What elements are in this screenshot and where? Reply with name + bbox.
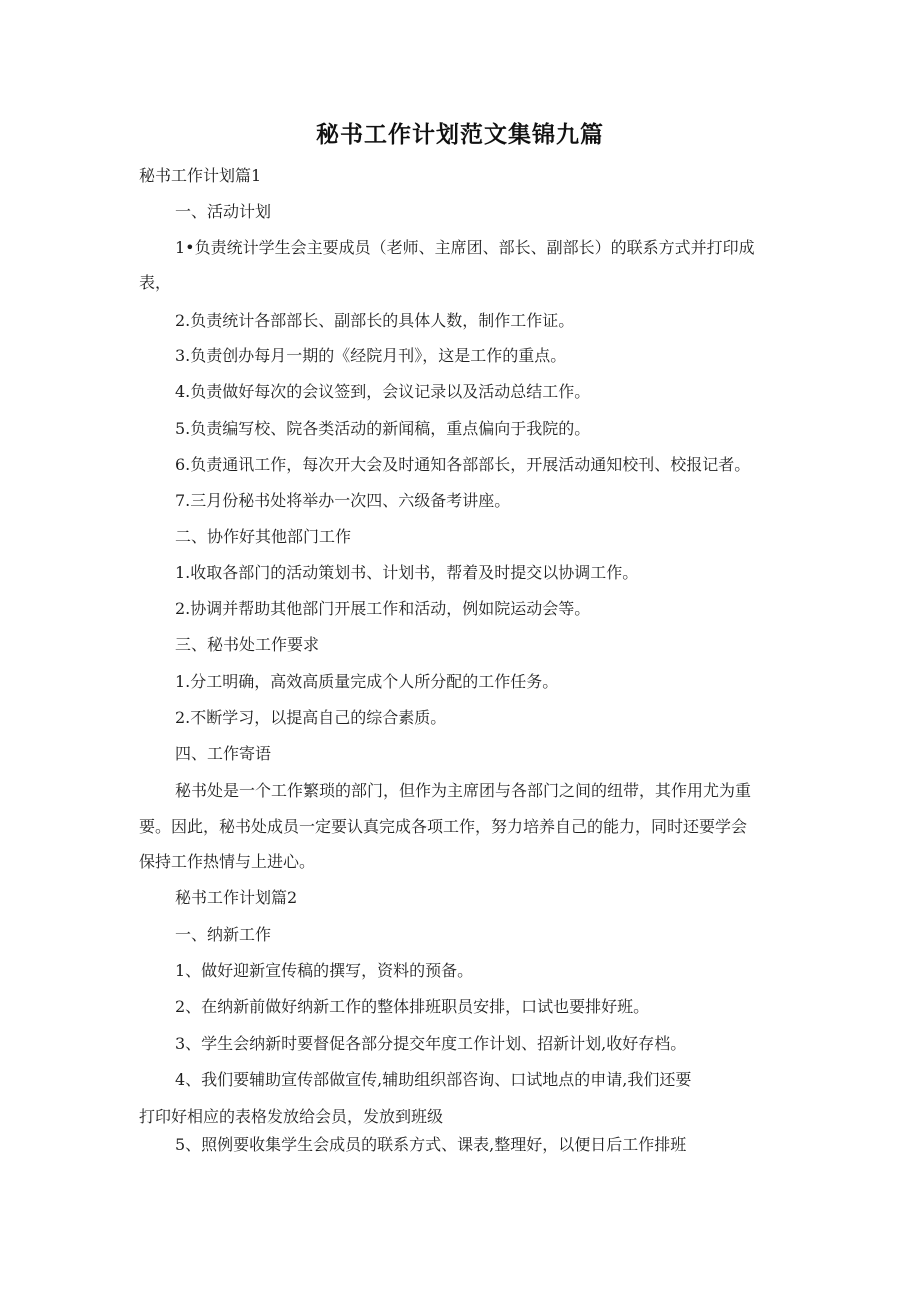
subheading: 一、活动计划 (175, 202, 272, 221)
section-heading: 秘书工作计划篇2 (175, 888, 298, 907)
list-item: 7.三月份秘书处将举办一次四、六级备考讲座。 (175, 491, 511, 510)
paragraph-line: 秘书处是一个工作繁琐的部门，但作为主席团与各部门之间的纽带，其作用尤为重 (175, 781, 752, 800)
list-item: 2.协调并帮助其他部门开展工作和活动，例如院运动会等。 (175, 599, 591, 618)
list-item: 1、做好迎新宣传稿的撰写，资料的预备。 (175, 961, 474, 980)
paragraph-line: 保持工作热情与上进心。 (139, 852, 316, 871)
list-item: 3.负责创办每月一期的《经院月刊》，这是工作的重点。 (175, 346, 567, 365)
list-item: 3、学生会纳新时要督促各部分提交年度工作计划、招新计划,收好存档。 (175, 1034, 687, 1053)
subheading: 一、纳新工作 (175, 925, 272, 944)
paragraph-line: 1•负责统计学生会主要成员（老师、主席团、部长、副部长）的联系方式并打印成 (175, 238, 755, 257)
list-item: 4、我们要辅助宣传部做宣传,辅助组织部咨询、口试地点的申请,我们还要 (175, 1070, 692, 1089)
paragraph-line: 要。因此，秘书处成员一定要认真完成各项工作，努力培养自己的能力，同时还要学会 (139, 817, 748, 836)
list-item: 4.负责做好每次的会议签到，会议记录以及活动总结工作。 (175, 382, 591, 401)
list-item: 2.不断学习，以提高自己的综合素质。 (175, 708, 447, 727)
list-item: 6.负责通讯工作，每次开大会及时通知各部部长，开展活动通知校刊、校报记者。 (175, 455, 751, 474)
paragraph-line: 表， (139, 273, 172, 292)
list-item: 1.收取各部门的活动策划书、计划书，帮着及时提交以协调工作。 (175, 563, 639, 582)
paragraph-line: 打印好相应的表格发放给会员，发放到班级 (139, 1107, 444, 1126)
list-item: 2.负责统计各部部长、副部长的具体人数，制作工作证。 (175, 311, 575, 330)
list-item: 2、在纳新前做好纳新工作的整体排班职员安排，口试也要排好班。 (175, 997, 650, 1016)
list-item: 1.分工明确，高效高质量完成个人所分配的工作任务。 (175, 672, 559, 691)
subheading: 四、工作寄语 (175, 744, 272, 763)
subheading: 三、秘书处工作要求 (175, 635, 320, 654)
subheading: 二、协作好其他部门工作 (175, 527, 352, 546)
section-heading: 秘书工作计划篇1 (139, 166, 262, 185)
list-item: 5、照例要收集学生会成员的联系方式、课表,整理好，以便日后工作排班 (175, 1135, 687, 1154)
list-item: 5.负责编写校、院各类活动的新闻稿，重点偏向于我院的。 (175, 419, 591, 438)
document-title: 秘书工作计划范文集锦九篇 (316, 122, 604, 148)
